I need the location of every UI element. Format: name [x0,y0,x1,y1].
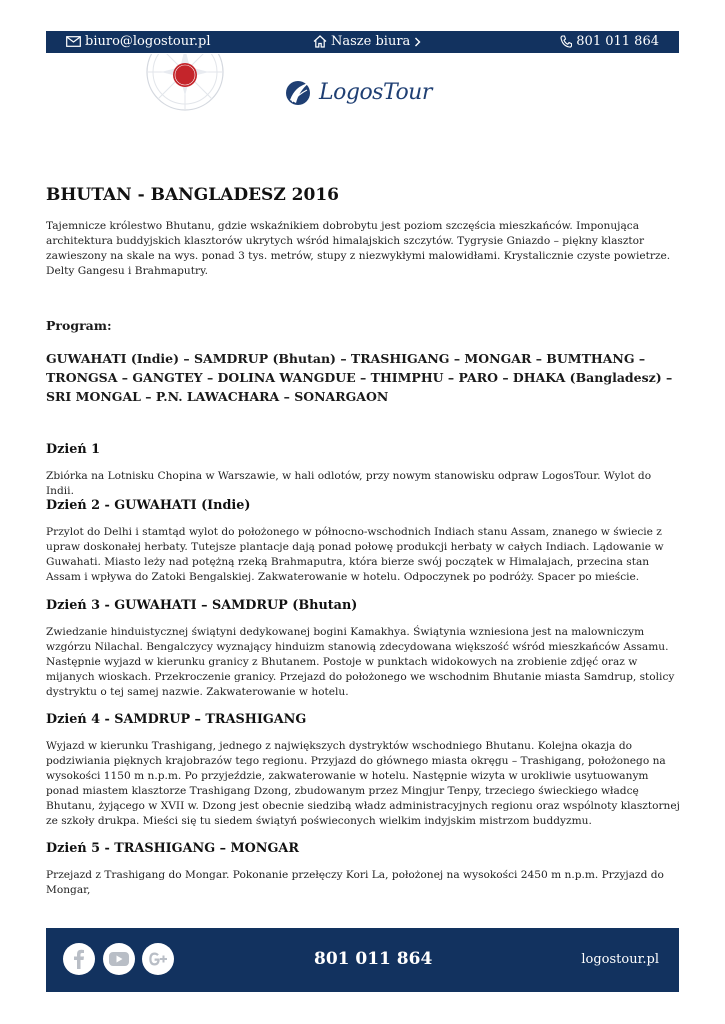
youtube-button[interactable] [103,943,135,975]
day-heading: Dzień 1 [46,442,101,457]
day-section [46,712,680,829]
phone-link[interactable] [560,34,659,49]
day-text: Wyjazd w kierunku Trashigang, jednego z największych dystryktów wschodniego Bhutanu. Kolejna okazja do podziwiania pięknych krajobrazów tego regionu. Przyjazd do głównego miasta okręgu – Trashigang, położonego na wysokości 1150 m n.p.m. Po przyjeździe, zakwaterowanie w hotelu. Następnie wizyta w urokliwie usytuowanym ponad miastem klasztorze Trashigang Dzong, zbudowanym przez Mingjur Tenpy, trzeciego świeckiego władcę Bhutanu, żyjącego w XVII w. Dzong jest obecnie siedzibą władz administracyjnych regionu oraz wspólnoty klasztornej ze szkoły drukpa. Mieści się tu siedem świątyń poświeconych wielkim indyjskim mistrzom buddyzmu. [46,740,680,827]
page-title: BHUTAN - BANGLADESZ 2016 [46,185,339,205]
offices-text: Nasze biura [331,34,411,49]
facebook-button[interactable] [63,943,95,975]
contact-bar [46,31,679,53]
route-summary: GUWAHATI (Indie) – SAMDRUP (Bhutan) – TRASHIGANG – MONGAR – BUMTHANG – TRONGSA – GANGTEY – DOLINA WANGDUE – THIMPHU – PARO – DHAKA (Bangladesz) – SRI MONGAL – P.N. LAWACHARA – SONARGAON [46,351,673,404]
day-heading: Dzień 5 - TRASHIGANG – MONGAR [46,841,299,856]
offices-link[interactable] [313,34,421,49]
anniversary-seal [144,54,226,116]
program-label: Program: [46,318,112,333]
day-text: Przejazd z Trashigang do Mongar. Pokonanie przełęczy Kori La, położonej na wysokości 2450 m n.p.m. Przyjazd do Mongar, [46,869,664,896]
logo-wordmark: LogosTour [319,80,432,105]
envelope-icon [66,36,81,47]
day-text: Zbiórka na Lotnisku Chopina w Warszawie, w hali odlotów, przy nowym stanowisku odpraw LogosTour. Wylot do Indii. [46,470,652,497]
phone-text: 801 011 864 [576,34,659,49]
google-plus-icon [142,943,174,975]
day-text: Zwiedzanie hinduistycznej świątyni dedykowanej bogini Kamakhya. Świątynia wzniesiona jest na malowniczym wzgórzu Nilachal. Bengalczycy wyznający hinduizm stanowią zdecydowana większość wśród mieszkańców Assamu. Następnie wyjazd w kierunku granicy z Bhutanem. Postoje w punktach widokowych na zrobienie zdjęć oraz w mijanych wioskach. Przekroczenie granicy. Przejazd do położonego we wschodnim Bhutanie miasta Samdrup, stolicy dystryktu o tej samej nazwie. Zakwaterowanie w hotelu. [46,626,675,698]
email-text: biuro@logostour.pl [85,34,211,49]
day-heading: Dzień 3 - GUWAHATI – SAMDRUP (Bhutan) [46,598,358,613]
footer-bar [46,928,679,992]
day-section [46,442,680,499]
home-icon [313,35,327,48]
day-section [46,598,680,700]
footer-website[interactable]: logostour.pl [581,952,659,967]
day-text: Przylot do Delhi i stamtąd wylot do położonego w północno-wschodnich Indiach stanu Assam, znanego w świecie z upraw doskonałej herbaty. Tutejsze plantacje dają ponad połowę produkcji herbaty w całych Indiach. Lądowanie w Guwahati. Miasto leży nad potężną rzeką Brahmaputra, która bierze swój początek w Himalajach, przecina stan Assam i wpływa do Zatoki Bengalskiej. Zakwaterowanie w hotelu. Odpoczynek po podróży. Spacer po mieście. [46,526,664,583]
email-link[interactable] [66,34,211,49]
day-section [46,841,680,898]
day-heading: Dzień 2 - GUWAHATI (Indie) [46,498,251,513]
phone-icon [560,35,572,48]
day-section [46,498,680,585]
google-plus-button[interactable] [142,943,174,975]
footer-phone[interactable]: 801 011 864 [314,949,433,969]
day-heading: Dzień 4 - SAMDRUP – TRASHIGANG [46,712,307,727]
intro-paragraph: Tajemnicze królestwo Bhutanu, gdzie wskaźnikiem dobrobytu jest poziom szczęścia mieszkańców. Imponująca architektura buddyjskich klasztorów ukrytych wśród himalajskich szczytów. Tygrysie Gniazdo – piękny klasztor zawieszony na skale na wys. ponad 3 tys. metrów, stupy z niezwykłymi malowidłami. Krystalicznie czyste powietrze. Delty Gangesu i Brahmaputry. [46,220,671,277]
facebook-icon [63,943,95,975]
youtube-icon [103,943,135,975]
chevron-right-icon [414,37,421,47]
